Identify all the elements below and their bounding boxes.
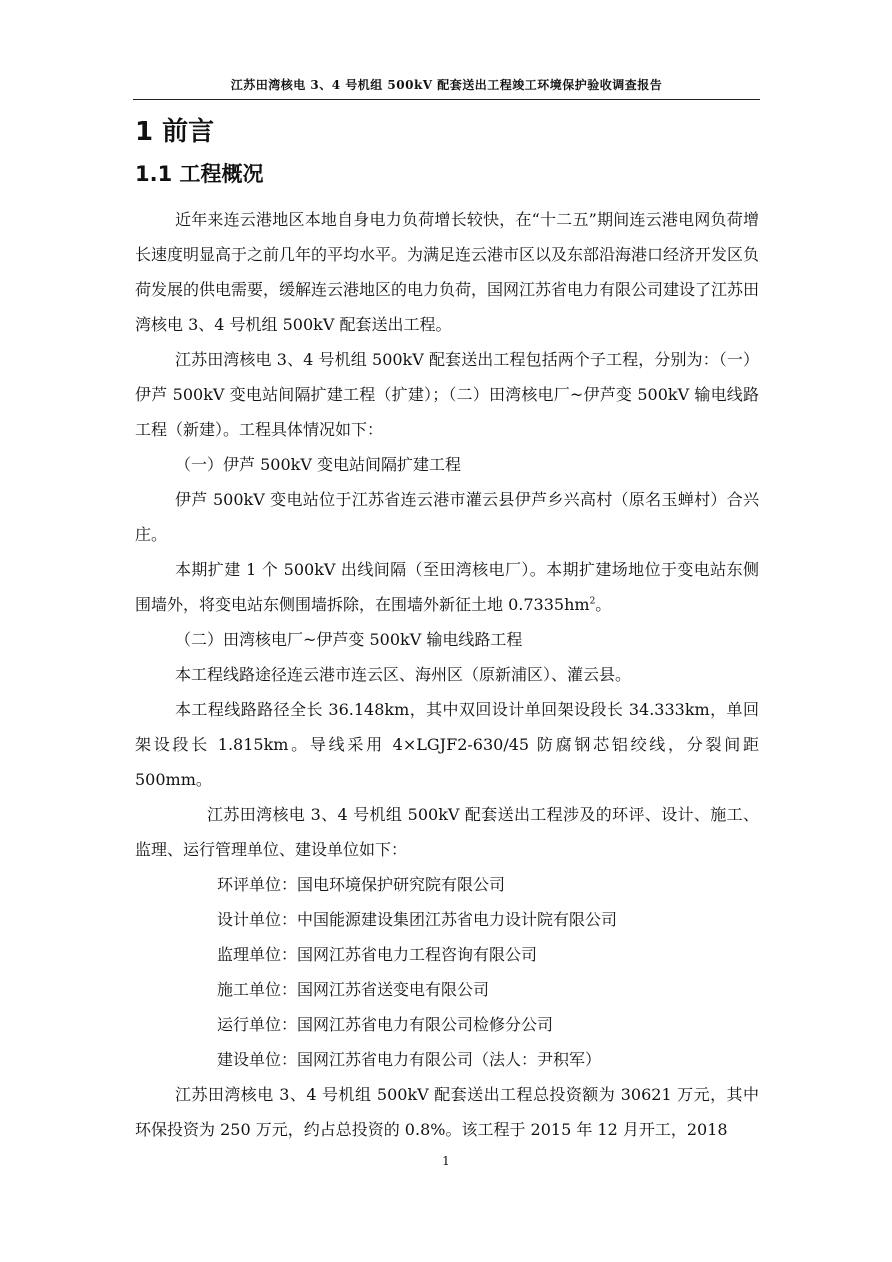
unit-row-design (135, 902, 759, 937)
paragraph-investment: 江苏田湾核电 3、4 号机组 500kV 配套送出工程总投资额为 30621 万元，其中环保投资为 250 万元，约占总投资的 0.8%。该工程于 2015 年 12 月开工，2018 (135, 1085, 759, 1139)
page-number: 1 (442, 1154, 450, 1168)
paragraph-line-length: 本工程线路路径全长 36.148km，其中双回设计单回架设段长 34.333km，单回架设段长 1.815km。导线采用 4×LGJF2-630/45 防腐钢芯铝绞线，分裂间距500mm。 (135, 700, 759, 789)
unit-row-operation (135, 1007, 759, 1042)
expansion-text-end: 。 (595, 595, 612, 614)
running-header: 江苏田湾核电 3、4 号机组 500kV 配套送出工程竣工环境保护验收调查报告 (230, 78, 663, 92)
unit-label: 监理单位： (217, 945, 298, 964)
unit-label: 环评单位： (217, 875, 298, 894)
section-title: 1.1 工程概况 (135, 162, 264, 186)
unit-row-construction (135, 972, 759, 1007)
paragraph-substation-expansion (135, 552, 759, 622)
unit-value: 国电环境保护研究院有限公司 (297, 875, 506, 894)
unit-label: 施工单位： (217, 980, 298, 999)
unit-value: 国网江苏省电力有限公司检修分公司 (297, 1015, 554, 1034)
paragraph-composition: 江苏田湾核电 3、4 号机组 500kV 配套送出工程包括两个子工程，分别为：（一）伊芦 500kV 变电站间隔扩建工程（扩建）；（二）田湾核电厂~伊芦变 500kV 输电线路工程（新建）。工程具体情况如下： (135, 350, 759, 439)
paragraph-background: 近年来连云港地区本地自身电力负荷增长较快，在“十二五”期间连云港电网负荷增长速度明显高于之前几年的平均水平。为满足连云港市区以及东部沿海港口经济开发区负荷发展的供电需要，缓解连云港地区的电力负荷，国网江苏省电力有限公司建设了江苏田湾核电 3、4 号机组 500kV 配套送出工程。 (135, 210, 760, 334)
header-rule (133, 99, 760, 100)
unit-label: 建设单位： (217, 1050, 298, 1069)
unit-value: 国网江苏省送变电有限公司 (297, 980, 490, 999)
subsection-title-substation: （一）伊芦 500kV 变电站间隔扩建工程 (175, 455, 461, 474)
area-unit-superscript: 2 (589, 596, 596, 607)
units-list (135, 867, 759, 1077)
unit-value: 国网江苏省电力工程咨询有限公司 (297, 945, 538, 964)
paragraph-substation-location: 伊芦 500kV 变电站位于江苏省连云港市灌云县伊芦乡兴高村（原名玉蝉村）合兴庄。 (135, 490, 759, 544)
expansion-text: 本期扩建 1 个 500kV 出线间隔（至田湾核电厂）。本期扩建场地位于变电站东侧围墙外，将变电站东侧围墙拆除，在围墙外新征土地 0.7335hm (135, 560, 759, 614)
unit-row-eia (135, 867, 759, 902)
main-content (135, 110, 759, 1147)
unit-label: 运行单位： (217, 1015, 298, 1034)
paragraph-units-intro: 江苏田湾核电 3、4 号机组 500kV 配套送出工程涉及的环评、设计、施工、监理、运行管理单位、建设单位如下： (135, 805, 759, 859)
unit-label: 设计单位： (217, 910, 298, 929)
chapter-title: 1 前言 (135, 117, 215, 147)
unit-value: 国网江苏省电力有限公司（法人：尹积军） (297, 1050, 602, 1069)
unit-row-supervision (135, 937, 759, 972)
unit-value: 中国能源建设集团江苏省电力设计院有限公司 (297, 910, 618, 929)
subsection-title-line: （二）田湾核电厂~伊芦变 500kV 输电线路工程 (175, 630, 523, 649)
paragraph-line-route: 本工程线路途径连云港市连云区、海州区（原新浦区）、灌云县。 (175, 665, 632, 684)
unit-row-owner (135, 1042, 759, 1077)
